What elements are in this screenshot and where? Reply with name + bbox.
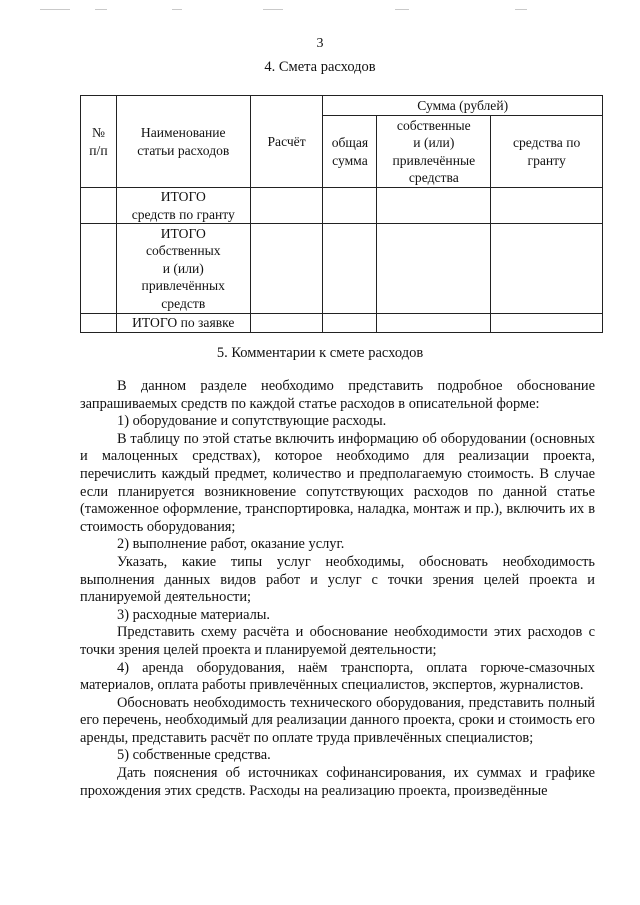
table-cell: [377, 314, 491, 333]
col-header-own-funds: собственные и (или) привлечённые средства: [377, 116, 491, 188]
row-label-application-total: ИТОГО по заявке: [116, 314, 250, 333]
table-cell: [250, 314, 323, 333]
paragraph: Дать пояснения об источниках софинансирования, их суммах и графике прохождения этих средств. Расходы на реализацию проекта, произведённые: [80, 765, 595, 799]
table-cell: [377, 224, 491, 314]
section-title-comments: 5. Комментарии к смете расходов: [216, 345, 424, 361]
table-cell: [323, 188, 377, 224]
table-cell: [323, 224, 377, 314]
scan-artifact: [263, 9, 283, 10]
paragraph: В данном разделе необходимо представить подробное обоснование запрашиваемых средств по каждой статье расходов в описательной форме:: [80, 378, 595, 412]
row-label-own-total: ИТОГО собственных и (или) привлечённых средств: [116, 224, 250, 314]
table-cell: [491, 314, 603, 333]
col-header-total-sum: общая сумма: [323, 116, 377, 188]
list-item-heading: 5) собственные средства.: [117, 747, 271, 764]
table-cell: [81, 224, 117, 314]
table-cell: [250, 224, 323, 314]
paragraph: Представить схему расчёта и обоснование необходимости этих расходов с точки зрения целей проекта и планируемой деятельности;: [80, 624, 595, 658]
list-item-heading: 4) аренда оборудования, наём транспорта, оплата горюче-смазочных материалов, оплата работы привлечённых специалистов, экспертов, журналистов.: [80, 659, 595, 694]
col-header-number: № п/п: [81, 96, 117, 188]
table-cell: [377, 188, 491, 224]
budget-table: [80, 95, 603, 333]
comments-body: [80, 378, 595, 800]
list-item-heading: 1) оборудование и сопутствующие расходы.: [117, 413, 387, 430]
paragraph: Обосновать необходимость технического оборудования, представить полный его перечень, необходимый для реализации данного проекта, сроки и стоимость его аренды, представить расчёт по оплате труда привлечённых специалистов;: [80, 694, 595, 746]
scan-artifact: [395, 9, 409, 10]
scan-artifact: [95, 9, 107, 10]
table-cell: [491, 188, 603, 224]
table-cell: [81, 314, 117, 333]
table-cell: [250, 188, 323, 224]
table-cell: [81, 188, 117, 224]
scan-artifact: [172, 9, 182, 10]
row-label-grant-total: ИТОГО средств по гранту: [116, 188, 250, 224]
scan-artifact: [515, 9, 527, 10]
table-cell: [323, 314, 377, 333]
list-item-heading: 2) выполнение работ, оказание услуг.: [117, 536, 345, 553]
paragraph: Указать, какие типы услуг необходимы, обосновать необходимость выполнения данных видов работ и услуг с точки зрения целей проекта и планируемой деятельности;: [80, 553, 595, 606]
page-number: 3: [316, 36, 324, 51]
section-title-budget: 4. Смета расходов: [264, 59, 376, 75]
col-header-sum-group: Сумма (рублей): [323, 96, 603, 116]
list-item-heading: 3) расходные материалы.: [117, 606, 271, 623]
paragraph: В таблицу по этой статье включить информацию об оборудовании (основных и малоценных средствах), которое необходимо для реализации проекта, перечислить каждый предмет, количество и предполагаемую стоимость. В случае если планируется возникновение сопутствующих расходов по данной статье (таможенное оформление, транспортировка, наладка, монтаж и пр.), включить их в стоимость оборудования;: [80, 430, 595, 535]
col-header-calculation: Расчёт: [250, 96, 323, 188]
table-cell: [491, 224, 603, 314]
col-header-item-name: Наименование статьи расходов: [116, 96, 250, 188]
scan-artifact: [40, 9, 70, 10]
col-header-grant-funds: средства по гранту: [491, 116, 603, 188]
